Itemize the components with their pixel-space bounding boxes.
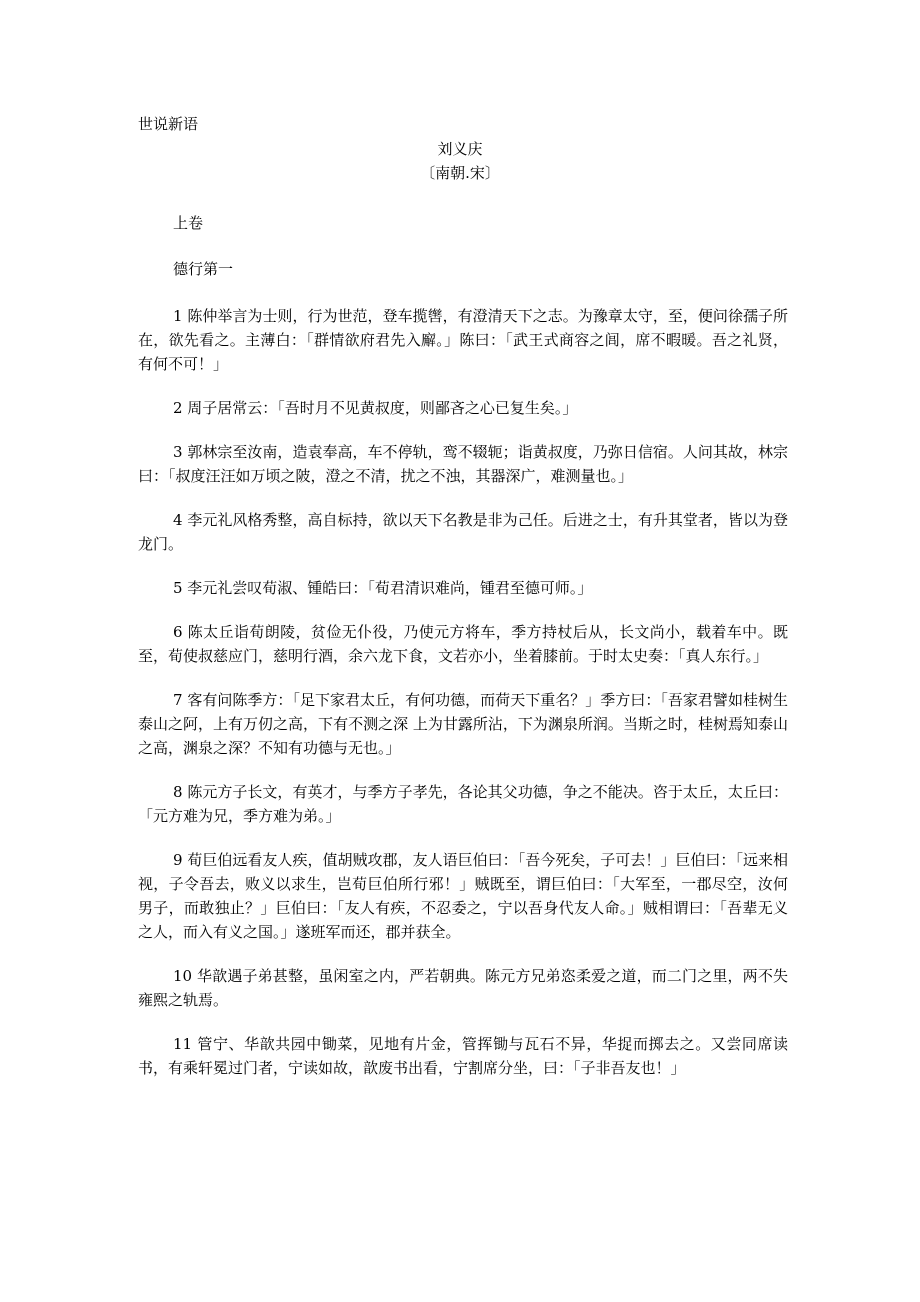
chapter-heading: 德行第一 bbox=[173, 260, 234, 278]
paragraph-1: 1 陈仲举言为士则，行为世范，登车揽辔，有澄清天下之志。为豫章太守，至，便问徐孺子所在，欲先看之。主薄白：「群情欲府君先入廨。」陈曰：「武王式商容之闾，席不暇暖。吾之礼贤，有何不可！」 bbox=[138, 307, 788, 373]
paragraph-4: 4 李元礼风格秀整，高自标持，欲以天下名教是非为己任。后进之士，有升其堂者，皆以为登龙门。 bbox=[138, 511, 788, 553]
paragraph-9: 9 荀巨伯远看友人疾，值胡贼攻郡，友人语巨伯曰：「吾今死矣，子可去！」巨伯曰：「远来相视，子令吾去，败义以求生，岂荀巨伯所行邪！」贼既至，谓巨伯曰：「大军至，一郡尽空，汝何男子，而敢独止？」巨伯曰：「友人有疾，不忍委之，宁以吾身代友人命。」贼相谓曰：「吾辈无义之人，而入有义之国。」遂班军而还，郡并获全。 bbox=[138, 851, 788, 941]
document-body bbox=[138, 304, 788, 1100]
paragraph-2: 2 周子居常云：「吾时月不见黄叔度，则鄙吝之心已复生矣。」 bbox=[173, 399, 578, 417]
paragraph-7: 7 客有问陈季方：「足下家君太丘，有何功德，而荷天下重名？」季方曰：「吾家君譬如桂树生泰山之阿，上有万仞之高，下有不测之深 上为甘露所沾，下为渊泉所润。当斯之时，桂树焉知泰山之高，渊泉之深？不知有功德与无也。」 bbox=[138, 691, 788, 757]
volume-heading: 上卷 bbox=[173, 214, 204, 232]
author-name: 刘义庆 bbox=[437, 140, 483, 158]
book-title: 世说新语 bbox=[138, 115, 199, 133]
paragraph-11: 11 管宁、华歆共园中锄菜，见地有片金，管挥锄与瓦石不异，华捉而掷去之。又尝同席读书，有乘轩冕过门者，宁读如故，歆废书出看，宁割席分坐，曰：「子非吾友也！」 bbox=[138, 1035, 788, 1077]
dynasty-label: 〔南朝.宋〕 bbox=[420, 164, 500, 182]
paragraph-6: 6 陈太丘诣荀朗陵，贫俭无仆役，乃使元方将车，季方持杖后从，长文尚小，载着车中。既至，荀使叔慈应门，慈明行酒，余六龙下食，文若亦小，坐着膝前。于时太史奏：「真人东行。」 bbox=[138, 623, 788, 665]
paragraph-5: 5 李元礼尝叹荀淑、锺皓曰：「荀君清识难尚，锺君至德可师。」 bbox=[173, 579, 593, 597]
paragraph-10: 10 华歆遇子弟甚整，虽闲室之内，严若朝典。陈元方兄弟恣柔爱之道，而二门之里，两不失雍熙之轨焉。 bbox=[138, 967, 788, 1009]
paragraph-8: 8 陈元方子长文，有英才，与季方子孝先，各论其父功德，争之不能决。咨于太丘，太丘曰：「元方难为兄，季方难为弟。」 bbox=[138, 783, 788, 825]
paragraph-3: 3 郭林宗至汝南，造袁奉高，车不停轨，鸾不辍轭；诣黄叔度，乃弥日信宿。人问其故，林宗曰：「叔度汪汪如万顷之陂，澄之不清，扰之不浊，其器深广，难测量也。」 bbox=[138, 443, 788, 485]
